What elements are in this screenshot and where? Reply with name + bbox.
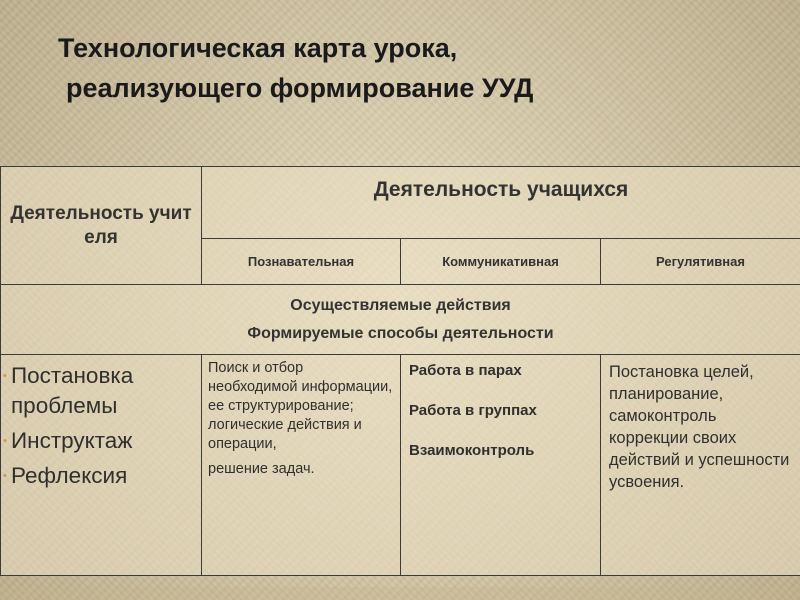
communicative-item: Работа в парах (409, 362, 522, 379)
slide-title (58, 28, 758, 108)
methods-label: Формируемые способы деятельности (247, 324, 554, 342)
subheader-communicative: Коммуникативная (401, 239, 601, 285)
list-item: • Рефлексия (3, 461, 201, 491)
list-item: • Инструктаж (3, 426, 201, 456)
communicative-item: Взаимоконтроль (409, 442, 535, 459)
content-row (1, 355, 800, 576)
cognitive-cell (202, 355, 401, 576)
communicative-item: Работа в группах (409, 402, 537, 419)
cognitive-text-1: Поиск и отбор необходимой информации, ее структурирование; логические действия и операции, (208, 360, 393, 452)
bullet-icon: • (3, 370, 7, 382)
actions-label: Осуществляемые действия (290, 296, 511, 314)
list-item: • Постановка проблемы (3, 363, 134, 418)
teacher-items-list (1, 355, 201, 491)
subheader-regulative: Регулятивная (601, 239, 800, 285)
bullet-icon: • (3, 470, 7, 482)
actions-row (1, 285, 800, 355)
students-activity-header: Деятельность учащихся (202, 167, 800, 239)
actions-cell (1, 285, 800, 355)
subheader-cognitive: Познавательная (202, 239, 401, 285)
cognitive-text-2: решение задач. (208, 461, 315, 477)
communicative-cell (401, 355, 601, 576)
teacher-activity-header: Деятельность учителя (1, 167, 202, 285)
teacher-items-cell (1, 355, 202, 576)
bottom-strip (0, 587, 800, 600)
lesson-map-table (0, 166, 800, 576)
title-line-1: Технологическая карта урока, (58, 33, 458, 63)
header-row (1, 167, 800, 239)
bullet-icon: • (3, 435, 7, 447)
title-line-2: реализующего формирование УУД (66, 73, 534, 103)
regulative-cell: Постановка целей, планирование, самоконтроль коррекции своих действий и успешности усвоения. (601, 355, 800, 576)
